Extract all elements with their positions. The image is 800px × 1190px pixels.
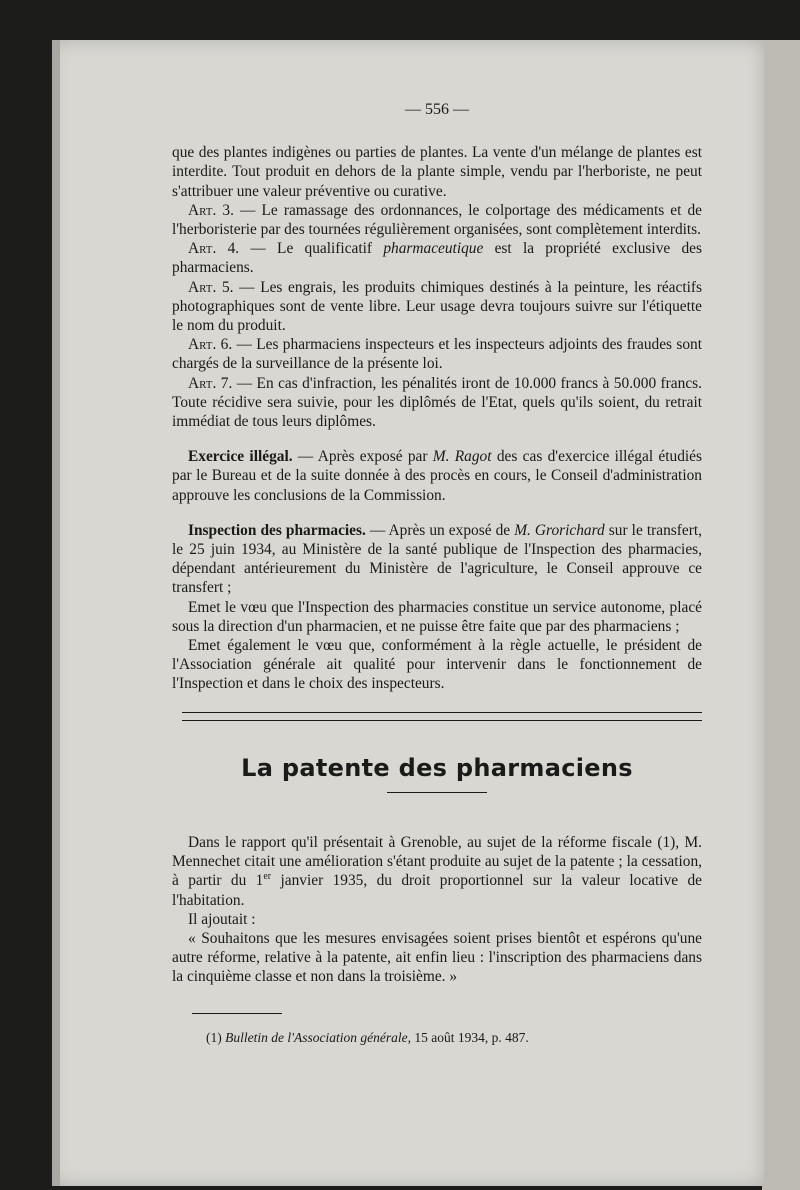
section-paragraph-2: Il ajoutait :: [188, 910, 256, 928]
article-7: [172, 374, 702, 432]
section-title: La patente des pharmaciens: [241, 753, 633, 782]
article-3-label: Art. 3.: [188, 201, 234, 219]
inspection-text-a: — Après un exposé de: [365, 521, 515, 539]
articles-intro: que des plantes indigènes ou parties de plantes. La vente d'un mélange de plantes est interdite. Tout produit en dehors de la plante simple, vendu par l'herboriste, ne peut s'attribuer une valeur préventive ou curative.: [172, 144, 702, 200]
footnote-source: Bulletin de l'Association générale,: [225, 1029, 411, 1045]
divider-line-bottom: [182, 720, 702, 721]
inspection-text-b: sur le transfert, le 25 juin 1934, au Ministère de la santé publique de l'Inspection des pharmacies, dépendant antérieurement du Ministère de l'agriculture, le Conseil approuve ce transfert ;: [172, 521, 702, 597]
ordinal-superscript: er: [263, 871, 272, 883]
article-5-label: Art. 5.: [188, 278, 234, 296]
article-6: [172, 335, 702, 373]
divider-line-top: [182, 712, 702, 713]
article-5: [172, 278, 702, 336]
exercice-text-b: des cas d'exercice illégal étudiés par le Bureau et de la suite donnée à des procès en cours, le Conseil d'administration approuve les conclusions de la Commission.: [172, 448, 702, 504]
title-underline: [387, 792, 487, 793]
article-4: [172, 239, 702, 277]
article-4-italic: pharmaceutique: [383, 240, 484, 258]
inspection-person: M. Grorichard: [514, 521, 605, 539]
section-paragraph-1-a: Dans le rapport qu'il présentait à Grenoble, au sujet de la réforme fiscale (1), M. Mennechet citait une amélioration s'étant produite au sujet de la patente ; la cessation, à partir du 1: [172, 833, 702, 890]
article-7-text: — En cas d'infraction, les pénalités iront de 10.000 francs à 50.000 francs. Toute récidive sera suivie, pour les diplômés de l'Etat, quels qu'ils soient, du retrait immédiat de tous leurs diplômes.: [172, 374, 703, 431]
inspection-paragraph: [172, 521, 702, 598]
page-number: — 556 —: [405, 101, 469, 118]
article-6-label: Art. 6.: [188, 336, 233, 354]
exercice-person: M. Ragot: [432, 448, 492, 466]
article-5-text: — Les engrais, les produits chimiques destinés à la peinture, les réactifs photographiques sont de vente libre. Leur usage devra toujours suivre sur l'étiquette le nom du produit.: [172, 278, 703, 335]
article-6-text: — Les pharmaciens inspecteurs et les inspecteurs adjoints des fraudes sont chargés de la surveillance de la présente loi.: [172, 336, 703, 373]
inspection-heading: Inspection des pharmacies.: [188, 521, 366, 539]
section-divider: [182, 712, 702, 721]
article-4-label: Art. 4.: [188, 240, 240, 258]
footnote-marker: (1): [206, 1029, 226, 1045]
article-3-text: — Le ramassage des ordonnances, le colportage des médicaments et de l'herboristerie par des tournées régulièrement organisées, sont complètement interdits.: [172, 201, 703, 239]
exercice-heading: Exercice illégal.: [188, 448, 293, 466]
inspection-voeu-1: Emet le vœu que l'Inspection des pharmacies constitue un service autonome, placé sous la direction d'un pharmacien, et ne puisse être faite que par des pharmaciens ;: [172, 598, 702, 635]
inspection-voeu-2: Emet également le vœu que, conformément à la règle actuelle, le président de l'Association générale ait qualité pour intervenir dans le fonctionnement de l'Inspection et dans le choix des inspecteurs.: [172, 637, 702, 693]
exercice-paragraph: [172, 447, 702, 505]
footnote-detail: 15 août 1934, p. 487.: [410, 1029, 529, 1045]
section-paragraph-1-b: janvier 1935, du droit proportionnel sur la valeur locative de l'habitation.: [172, 872, 702, 909]
article-4-text-b: est la propriété exclusive des pharmaciens.: [172, 240, 702, 277]
exercice-text-a: — Après exposé par: [292, 448, 433, 466]
section-paragraph-1: [172, 833, 702, 910]
article-4-text-a: — Le qualificatif: [239, 240, 384, 258]
footnote: [206, 1028, 702, 1047]
article-3: [172, 201, 702, 239]
footnote-rule: [192, 1013, 282, 1014]
article-7-label: Art. 7.: [188, 374, 233, 392]
page-content: [172, 100, 702, 1047]
page-edge: [52, 40, 60, 1186]
adjacent-page: [762, 40, 800, 1190]
section-quote: « Souhaitons que les mesures envisagées soient prises bientôt et espérons qu'une autre réforme, relative à la patente, ait enfin lieu : l'inscription des pharmaciens dans la cinquième classe et non dans la troisième. »: [172, 929, 702, 986]
